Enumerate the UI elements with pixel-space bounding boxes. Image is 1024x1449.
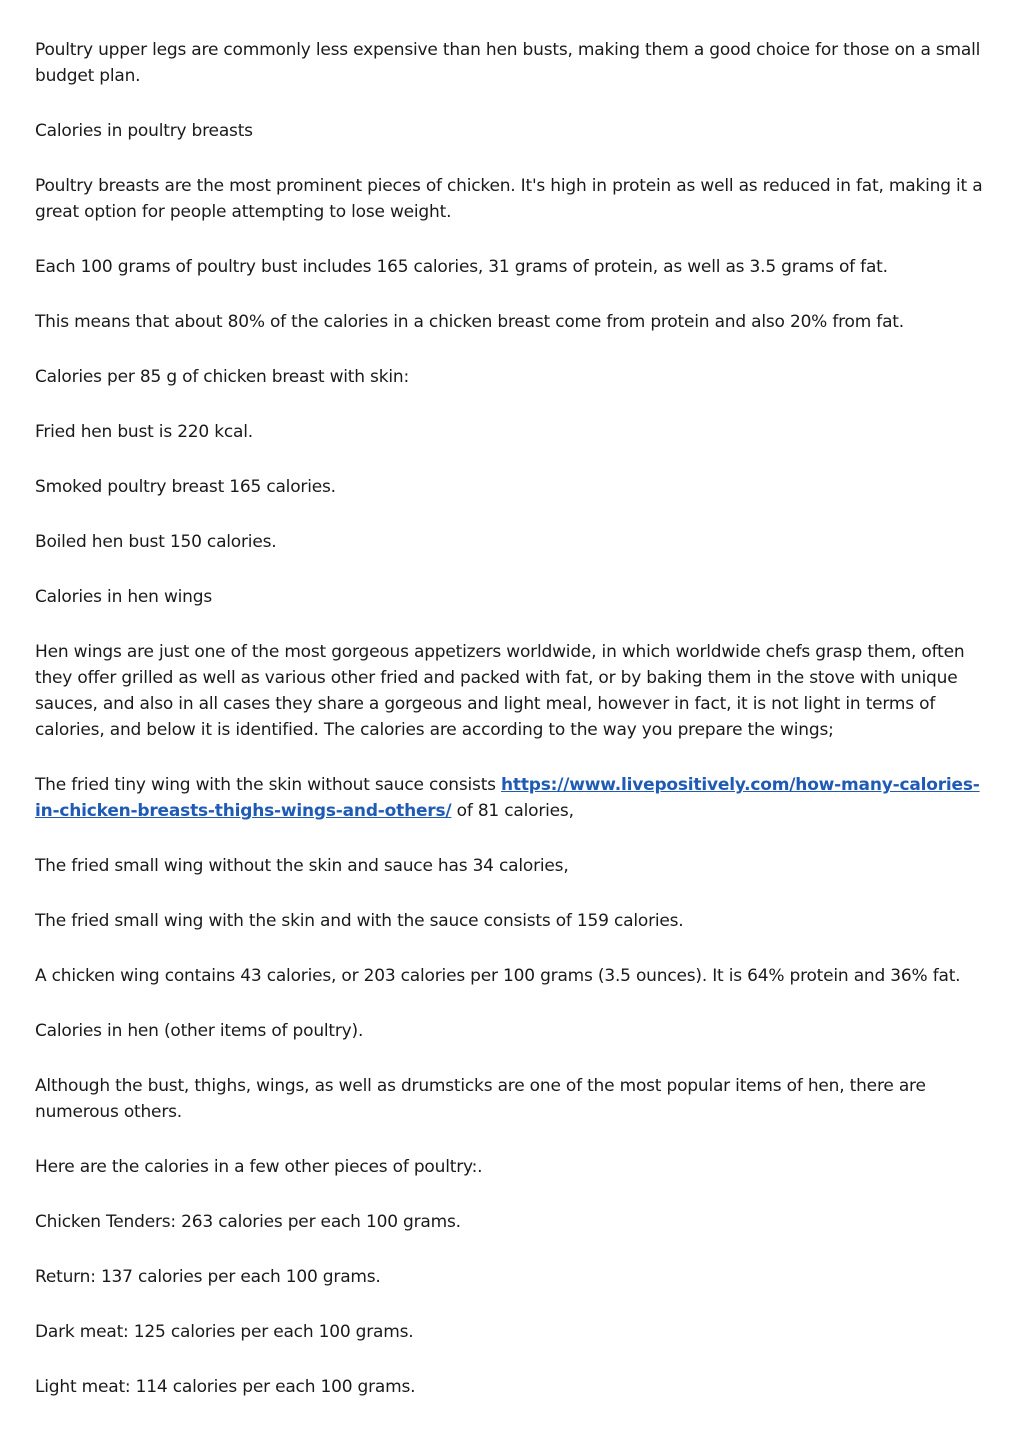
link-paragraph (35, 772, 995, 824)
paragraph: The fried small wing with the skin and with the sauce consists of 159 calories. (35, 911, 684, 931)
paragraph: Chicken Tenders: 263 calories per each 100 grams. (35, 1212, 461, 1232)
paragraph: Hen wings are just one of the most gorgeous appetizers worldwide, in which worldwide chefs grasp them, often they offer grilled as well as various other fried and packed with fat, or by baking them in the stove with unique sauces, and also in all cases they share a gorgeous and light meal, however in fact, it is not light in terms of calories, and below it is identified. The calories are according to the way you prepare the wings; (35, 642, 965, 740)
paragraph: Each 100 grams of poultry bust includes 165 calories, 31 grams of protein, as well as 3.5 grams of fat. (35, 257, 888, 277)
paragraph: Dark meat: 125 calories per each 100 grams. (35, 1322, 414, 1342)
paragraph: A chicken wing contains 43 calories, or 203 calories per 100 grams (3.5 ounces). It is 64% protein and 36% fat. (35, 966, 961, 986)
paragraph: Poultry upper legs are commonly less expensive than hen busts, making them a good choice for those on a small budget plan. (35, 40, 981, 86)
paragraph: Calories per 85 g of chicken breast with skin: (35, 367, 409, 387)
paragraph: Smoked poultry breast 165 calories. (35, 477, 336, 497)
section-heading: Calories in poultry breasts (35, 121, 253, 141)
paragraph: This means that about 80% of the calories in a chicken breast come from protein and also 20% from fat. (35, 312, 904, 332)
paragraph: Here are the calories in a few other pieces of poultry:. (35, 1157, 483, 1177)
link-paragraph-after: of 81 calories, (451, 801, 574, 821)
paragraph: Fried hen bust is 220 kcal. (35, 422, 253, 442)
paragraph: The fried small wing without the skin and sauce has 34 calories, (35, 856, 569, 876)
paragraph: Light meat: 114 calories per each 100 grams. (35, 1377, 416, 1397)
section-heading: Calories in hen wings (35, 587, 213, 607)
paragraph: Boiled hen bust 150 calories. (35, 532, 277, 552)
link-paragraph-before: The fried tiny wing with the skin without sauce consists (35, 775, 502, 795)
article-link[interactable]: https://www.livepositively.com/how-many-calories-in-chicken-breasts-thighs-wings-and-others/ (35, 775, 980, 821)
paragraph: Poultry breasts are the most prominent pieces of chicken. It's high in protein as well as reduced in fat, making it a great option for people attempting to lose weight. (35, 176, 983, 222)
document-page (35, 37, 995, 1429)
section-heading: Calories in hen (other items of poultry). (35, 1021, 364, 1041)
paragraph: Although the bust, thighs, wings, as well as drumsticks are one of the most popular items of hen, there are numerous others. (35, 1076, 926, 1122)
paragraph: Return: 137 calories per each 100 grams. (35, 1267, 381, 1287)
